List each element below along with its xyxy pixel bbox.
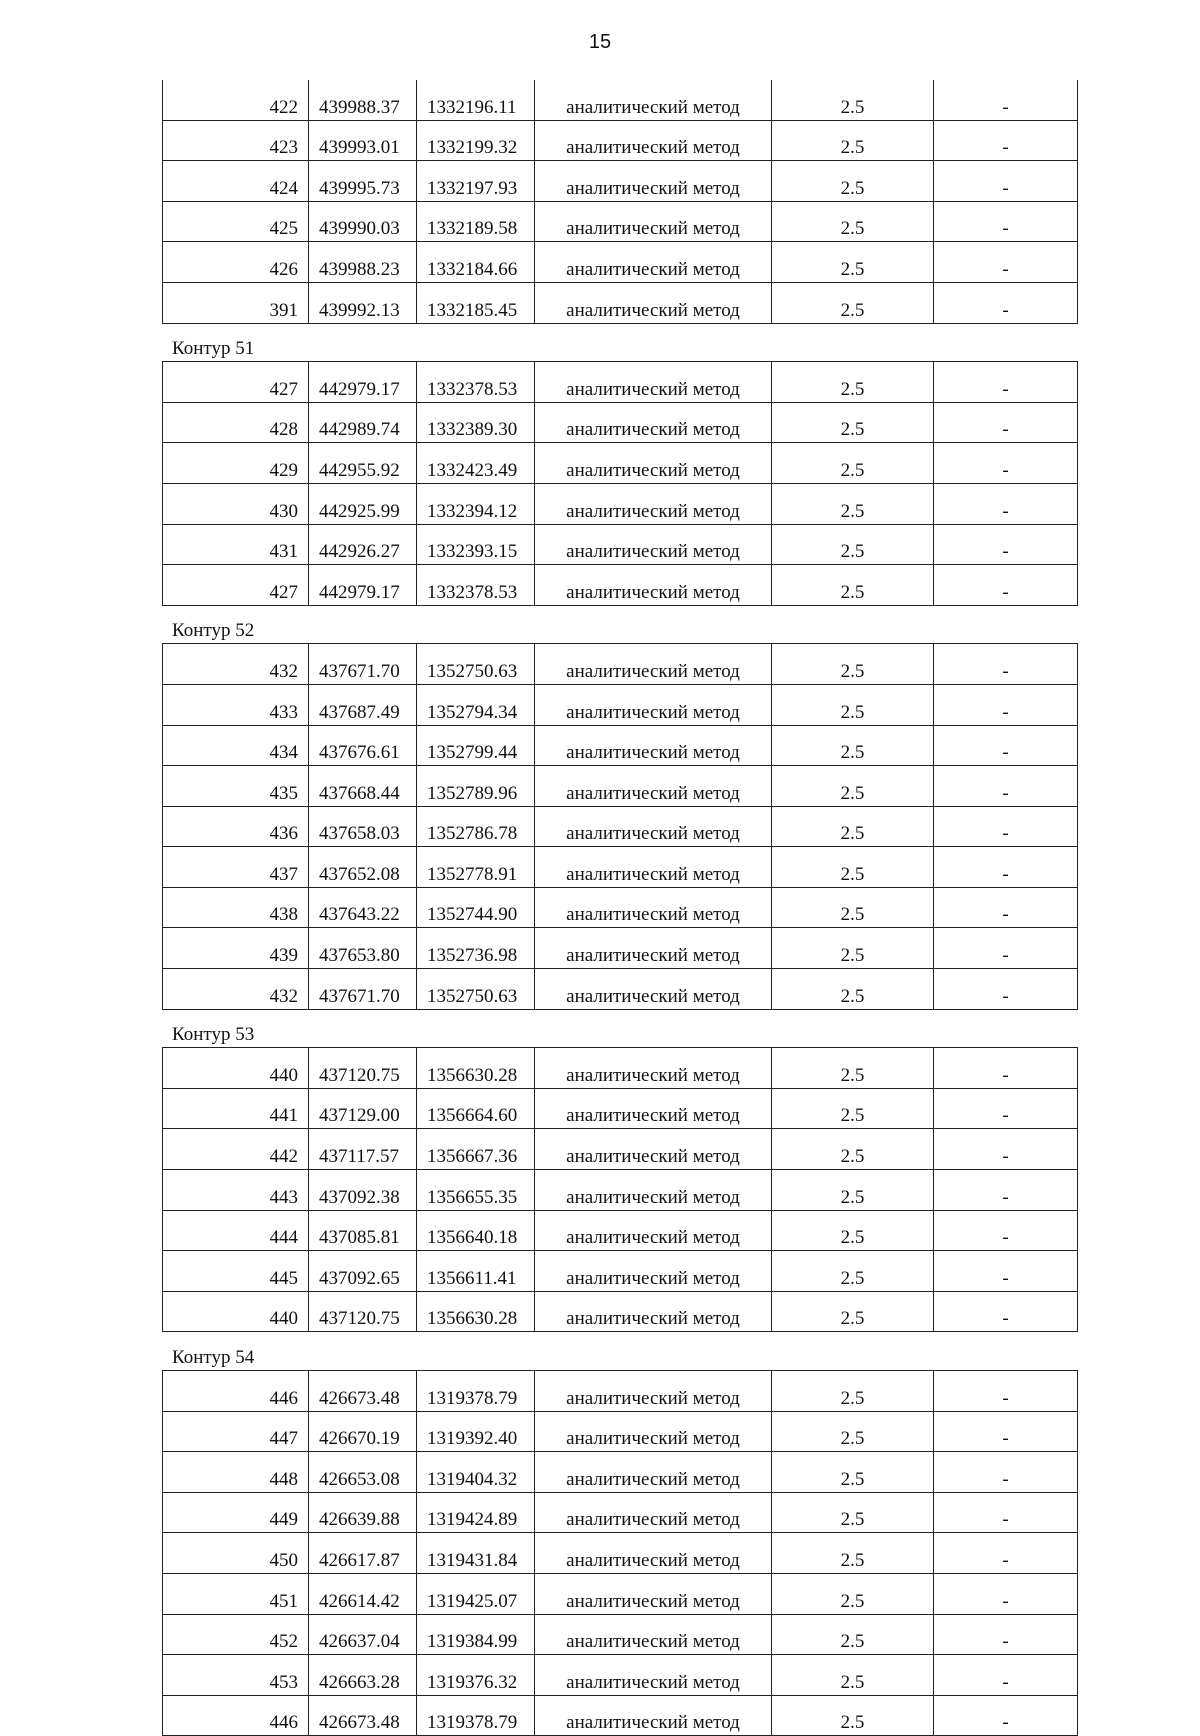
determination-method: аналитический метод: [535, 928, 772, 969]
coord-y: 1319425.07: [417, 1573, 535, 1614]
accuracy-value: 2.5: [772, 120, 934, 161]
coord-y: 1356664.60: [417, 1088, 535, 1129]
table-row: [163, 766, 1078, 807]
determination-method: аналитический метод: [535, 524, 772, 565]
table-row: [163, 1170, 1078, 1211]
coord-y: 1352744.90: [417, 887, 535, 928]
coord-y: 1332389.30: [417, 402, 535, 443]
accuracy-value: 2.5: [772, 242, 934, 283]
point-number: 432: [163, 644, 309, 685]
coord-x: 426653.08: [309, 1452, 417, 1493]
coord-y: 1332394.12: [417, 483, 535, 524]
coordinates-table: [162, 361, 1078, 606]
determination-method: аналитический метод: [535, 725, 772, 766]
table-row: [163, 1614, 1078, 1655]
point-number: 437: [163, 847, 309, 888]
coord-x: 426617.87: [309, 1533, 417, 1574]
accuracy-value: 2.5: [772, 1371, 934, 1412]
point-number: 446: [163, 1371, 309, 1412]
table-row: [163, 565, 1078, 606]
determination-method: аналитический метод: [535, 1048, 772, 1089]
point-description: -: [934, 1088, 1078, 1129]
coord-y: 1352778.91: [417, 847, 535, 888]
point-description: -: [934, 969, 1078, 1010]
table-row: [163, 644, 1078, 685]
coord-x: 437092.65: [309, 1251, 417, 1292]
determination-method: аналитический метод: [535, 565, 772, 606]
point-description: -: [934, 1291, 1078, 1332]
coord-x: 437120.75: [309, 1048, 417, 1089]
point-number: 453: [163, 1655, 309, 1696]
determination-method: аналитический метод: [535, 1251, 772, 1292]
accuracy-value: 2.5: [772, 887, 934, 928]
page-number: 15: [588, 31, 612, 53]
table-row: [163, 362, 1078, 403]
point-description: -: [934, 362, 1078, 403]
determination-method: аналитический метод: [535, 120, 772, 161]
determination-method: аналитический метод: [535, 1655, 772, 1696]
contour-title: Контур 54: [172, 1347, 255, 1368]
coord-y: 1352799.44: [417, 725, 535, 766]
point-description: -: [934, 1170, 1078, 1211]
determination-method: аналитический метод: [535, 1614, 772, 1655]
table-row: [163, 847, 1078, 888]
coord-x: 442979.17: [309, 565, 417, 606]
table-row: [163, 1291, 1078, 1332]
coord-y: 1319384.99: [417, 1614, 535, 1655]
determination-method: аналитический метод: [535, 1170, 772, 1211]
point-description: -: [934, 120, 1078, 161]
accuracy-value: 2.5: [772, 282, 934, 323]
coord-x: 439990.03: [309, 201, 417, 242]
point-description: -: [934, 80, 1078, 120]
table-row: [163, 524, 1078, 565]
point-number: 441: [163, 1088, 309, 1129]
accuracy-value: 2.5: [772, 644, 934, 685]
coord-x: 437653.80: [309, 928, 417, 969]
coordinates-document: [162, 80, 1077, 1736]
point-number: 428: [163, 402, 309, 443]
table-row: [163, 1129, 1078, 1170]
accuracy-value: 2.5: [772, 684, 934, 725]
point-number: 429: [163, 443, 309, 484]
coord-y: 1319376.32: [417, 1655, 535, 1696]
coord-x: 426637.04: [309, 1614, 417, 1655]
point-description: -: [934, 847, 1078, 888]
coord-x: 437129.00: [309, 1088, 417, 1129]
point-description: -: [934, 161, 1078, 202]
coord-y: 1332393.15: [417, 524, 535, 565]
point-description: -: [934, 1411, 1078, 1452]
point-number: 435: [163, 766, 309, 807]
point-description: -: [934, 1251, 1078, 1292]
table-row: [163, 1533, 1078, 1574]
coord-x: 437120.75: [309, 1291, 417, 1332]
table-row: [163, 928, 1078, 969]
determination-method: аналитический метод: [535, 1573, 772, 1614]
accuracy-value: 2.5: [772, 928, 934, 969]
coord-x: 437658.03: [309, 806, 417, 847]
coordinates-table: [162, 643, 1078, 1009]
coordinates-table: [162, 1047, 1078, 1332]
point-number: 447: [163, 1411, 309, 1452]
point-number: 446: [163, 1695, 309, 1736]
coord-y: 1319431.84: [417, 1533, 535, 1574]
coord-y: 1356640.18: [417, 1210, 535, 1251]
table-row: [163, 1048, 1078, 1089]
determination-method: аналитический метод: [535, 1291, 772, 1332]
coord-x: 437676.61: [309, 725, 417, 766]
point-number: 436: [163, 806, 309, 847]
coord-y: 1356630.28: [417, 1048, 535, 1089]
table-row: [163, 725, 1078, 766]
point-description: -: [934, 644, 1078, 685]
point-description: -: [934, 1210, 1078, 1251]
point-number: 448: [163, 1452, 309, 1493]
point-description: -: [934, 483, 1078, 524]
point-number: 442: [163, 1129, 309, 1170]
accuracy-value: 2.5: [772, 443, 934, 484]
point-number: 439: [163, 928, 309, 969]
point-number: 391: [163, 282, 309, 323]
coord-x: 437643.22: [309, 887, 417, 928]
accuracy-value: 2.5: [772, 201, 934, 242]
accuracy-value: 2.5: [772, 1655, 934, 1696]
table-row: [163, 242, 1078, 283]
table-row: [163, 120, 1078, 161]
determination-method: аналитический метод: [535, 806, 772, 847]
contour-title: Контур 52: [172, 620, 255, 642]
coordinates-table: [162, 1370, 1078, 1736]
determination-method: аналитический метод: [535, 201, 772, 242]
table-row: [163, 483, 1078, 524]
table-row: [163, 161, 1078, 202]
determination-method: аналитический метод: [535, 969, 772, 1010]
coord-x: 442989.74: [309, 402, 417, 443]
coord-y: 1319378.79: [417, 1371, 535, 1412]
point-number: 431: [163, 524, 309, 565]
coord-x: 437668.44: [309, 766, 417, 807]
determination-method: аналитический метод: [535, 684, 772, 725]
determination-method: аналитический метод: [535, 402, 772, 443]
determination-method: аналитический метод: [535, 443, 772, 484]
point-number: 427: [163, 565, 309, 606]
determination-method: аналитический метод: [535, 1452, 772, 1493]
coord-x: 426663.28: [309, 1655, 417, 1696]
point-description: -: [934, 402, 1078, 443]
coord-y: 1332196.11: [417, 80, 535, 120]
determination-method: аналитический метод: [535, 1210, 772, 1251]
coord-y: 1352750.63: [417, 969, 535, 1010]
point-number: 432: [163, 969, 309, 1010]
point-number: 424: [163, 161, 309, 202]
contour-title: Контур 51: [172, 338, 255, 360]
determination-method: аналитический метод: [535, 1492, 772, 1533]
coord-y: 1352786.78: [417, 806, 535, 847]
accuracy-value: 2.5: [772, 362, 934, 403]
accuracy-value: 2.5: [772, 969, 934, 1010]
point-description: -: [934, 1492, 1078, 1533]
point-number: 452: [163, 1614, 309, 1655]
coord-x: 437671.70: [309, 969, 417, 1010]
point-number: 443: [163, 1170, 309, 1211]
point-description: -: [934, 565, 1078, 606]
coord-y: 1356667.36: [417, 1129, 535, 1170]
coord-x: 442979.17: [309, 362, 417, 403]
point-description: -: [934, 806, 1078, 847]
point-description: -: [934, 766, 1078, 807]
accuracy-value: 2.5: [772, 1452, 934, 1493]
table-row: [163, 1088, 1078, 1129]
table-row: [163, 684, 1078, 725]
coord-x: 437092.38: [309, 1170, 417, 1211]
point-description: -: [934, 725, 1078, 766]
point-number: 438: [163, 887, 309, 928]
coord-x: 437687.49: [309, 684, 417, 725]
coord-y: 1352789.96: [417, 766, 535, 807]
coord-y: 1332199.32: [417, 120, 535, 161]
coord-x: 426614.42: [309, 1573, 417, 1614]
coord-x: 439988.37: [309, 80, 417, 120]
coord-x: 426670.19: [309, 1411, 417, 1452]
coord-y: 1319424.89: [417, 1492, 535, 1533]
coord-x: 426673.48: [309, 1695, 417, 1736]
accuracy-value: 2.5: [772, 1048, 934, 1089]
coord-y: 1356611.41: [417, 1251, 535, 1292]
point-description: -: [934, 524, 1078, 565]
point-description: -: [934, 1371, 1078, 1412]
point-description: -: [934, 1452, 1078, 1493]
coord-x: 437085.81: [309, 1210, 417, 1251]
determination-method: аналитический метод: [535, 766, 772, 807]
determination-method: аналитический метод: [535, 483, 772, 524]
coord-y: 1319404.32: [417, 1452, 535, 1493]
point-description: -: [934, 242, 1078, 283]
coord-y: 1332423.49: [417, 443, 535, 484]
determination-method: аналитический метод: [535, 1533, 772, 1574]
table-row: [163, 1492, 1078, 1533]
accuracy-value: 2.5: [772, 1129, 934, 1170]
point-number: 434: [163, 725, 309, 766]
table-row: [163, 1210, 1078, 1251]
determination-method: аналитический метод: [535, 1695, 772, 1736]
point-number: 430: [163, 483, 309, 524]
coord-y: 1332189.58: [417, 201, 535, 242]
point-number: 450: [163, 1533, 309, 1574]
table-row: [163, 969, 1078, 1010]
accuracy-value: 2.5: [772, 725, 934, 766]
accuracy-value: 2.5: [772, 1695, 934, 1736]
determination-method: аналитический метод: [535, 887, 772, 928]
point-number: 427: [163, 362, 309, 403]
accuracy-value: 2.5: [772, 565, 934, 606]
point-description: -: [934, 1573, 1078, 1614]
accuracy-value: 2.5: [772, 161, 934, 202]
determination-method: аналитический метод: [535, 242, 772, 283]
point-number: 444: [163, 1210, 309, 1251]
coord-x: 439988.23: [309, 242, 417, 283]
determination-method: аналитический метод: [535, 1371, 772, 1412]
accuracy-value: 2.5: [772, 1492, 934, 1533]
point-number: 440: [163, 1048, 309, 1089]
point-number: 449: [163, 1492, 309, 1533]
coord-x: 439992.13: [309, 282, 417, 323]
table-row: [163, 1452, 1078, 1493]
point-number: 440: [163, 1291, 309, 1332]
table-row: [163, 402, 1078, 443]
coord-x: 439995.73: [309, 161, 417, 202]
coord-x: 437671.70: [309, 644, 417, 685]
accuracy-value: 2.5: [772, 1088, 934, 1129]
coord-y: 1332378.53: [417, 565, 535, 606]
accuracy-value: 2.5: [772, 483, 934, 524]
determination-method: аналитический метод: [535, 644, 772, 685]
determination-method: аналитический метод: [535, 1129, 772, 1170]
coord-y: 1332185.45: [417, 282, 535, 323]
accuracy-value: 2.5: [772, 806, 934, 847]
point-description: -: [934, 443, 1078, 484]
accuracy-value: 2.5: [772, 1614, 934, 1655]
point-description: -: [934, 1048, 1078, 1089]
point-number: 425: [163, 201, 309, 242]
point-description: -: [934, 1533, 1078, 1574]
coord-x: 442955.92: [309, 443, 417, 484]
point-number: 423: [163, 120, 309, 161]
coord-x: 426639.88: [309, 1492, 417, 1533]
accuracy-value: 2.5: [772, 80, 934, 120]
table-row: [163, 1371, 1078, 1412]
coordinates-table: [162, 80, 1078, 324]
table-row: [163, 282, 1078, 323]
point-description: -: [934, 1614, 1078, 1655]
table-row: [163, 1251, 1078, 1292]
point-description: -: [934, 928, 1078, 969]
accuracy-value: 2.5: [772, 1291, 934, 1332]
table-row: [163, 1655, 1078, 1696]
point-description: -: [934, 282, 1078, 323]
table-row: [163, 201, 1078, 242]
point-description: -: [934, 1129, 1078, 1170]
accuracy-value: 2.5: [772, 847, 934, 888]
determination-method: аналитический метод: [535, 1411, 772, 1452]
accuracy-value: 2.5: [772, 402, 934, 443]
determination-method: аналитический метод: [535, 282, 772, 323]
point-number: 433: [163, 684, 309, 725]
coord-y: 1352736.98: [417, 928, 535, 969]
determination-method: аналитический метод: [535, 80, 772, 120]
accuracy-value: 2.5: [772, 1573, 934, 1614]
coord-y: 1332197.93: [417, 161, 535, 202]
determination-method: аналитический метод: [535, 362, 772, 403]
table-row: [163, 443, 1078, 484]
table-row: [163, 1411, 1078, 1452]
point-description: -: [934, 1655, 1078, 1696]
coord-x: 437117.57: [309, 1129, 417, 1170]
accuracy-value: 2.5: [772, 1170, 934, 1211]
contour-title: Контур 53: [172, 1024, 255, 1046]
point-number: 445: [163, 1251, 309, 1292]
point-description: -: [934, 684, 1078, 725]
determination-method: аналитический метод: [535, 847, 772, 888]
coord-x: 426673.48: [309, 1371, 417, 1412]
coord-y: 1356630.28: [417, 1291, 535, 1332]
coord-y: 1352750.63: [417, 644, 535, 685]
coord-x: 442925.99: [309, 483, 417, 524]
determination-method: аналитический метод: [535, 161, 772, 202]
point-description: -: [934, 887, 1078, 928]
coord-y: 1332184.66: [417, 242, 535, 283]
coord-y: 1356655.35: [417, 1170, 535, 1211]
coord-x: 442926.27: [309, 524, 417, 565]
point-number: 451: [163, 1573, 309, 1614]
coord-x: 439993.01: [309, 120, 417, 161]
coord-y: 1319378.79: [417, 1695, 535, 1736]
table-row: [163, 1695, 1078, 1736]
table-row: [163, 806, 1078, 847]
accuracy-value: 2.5: [772, 1251, 934, 1292]
table-row: [163, 80, 1078, 120]
table-row: [163, 1573, 1078, 1614]
point-description: -: [934, 201, 1078, 242]
accuracy-value: 2.5: [772, 524, 934, 565]
point-number: 426: [163, 242, 309, 283]
determination-method: аналитический метод: [535, 1088, 772, 1129]
point-number: 422: [163, 80, 309, 120]
accuracy-value: 2.5: [772, 766, 934, 807]
accuracy-value: 2.5: [772, 1533, 934, 1574]
coord-y: 1332378.53: [417, 362, 535, 403]
accuracy-value: 2.5: [772, 1411, 934, 1452]
coord-y: 1352794.34: [417, 684, 535, 725]
coord-y: 1319392.40: [417, 1411, 535, 1452]
table-row: [163, 887, 1078, 928]
accuracy-value: 2.5: [772, 1210, 934, 1251]
point-description: -: [934, 1695, 1078, 1736]
coord-x: 437652.08: [309, 847, 417, 888]
